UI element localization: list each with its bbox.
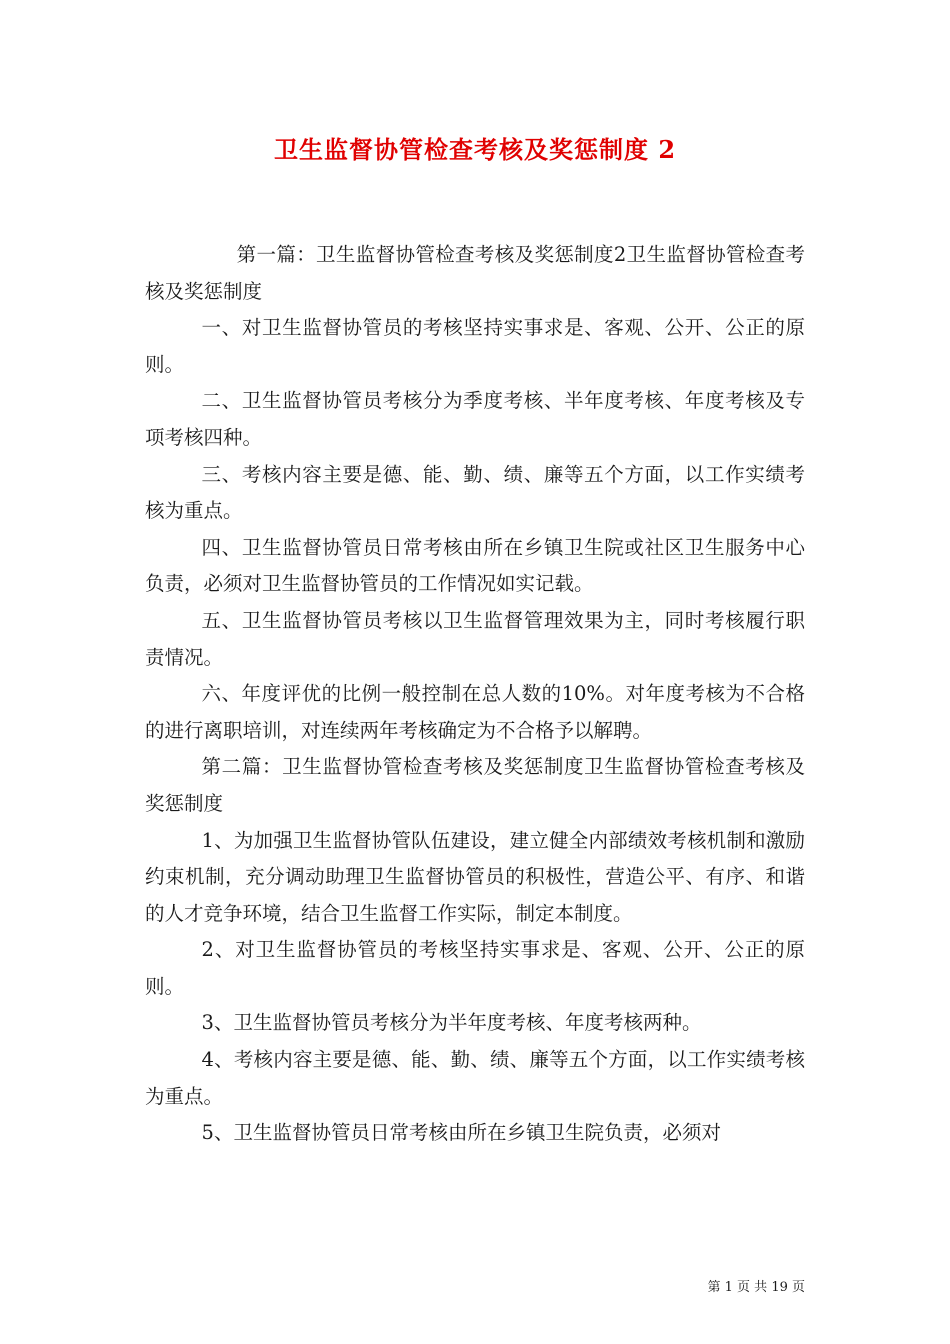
page-number: 第 1 页 共 19 页 [707, 1280, 805, 1295]
paragraph: 5、卫生监督协管员日常考核由所在乡镇卫生院负责，必须对 [201, 1121, 721, 1145]
paragraph: 2、对卫生监督协管员的考核坚持实事求是、客观、公开、公正的原则。 [145, 938, 805, 998]
paragraph: 三、考核内容主要是德、能、勤、绩、廉等五个方面，以工作实绩考核为重点。 [145, 462, 805, 523]
paragraph: 第二篇：卫生监督协管检查考核及奖惩制度卫生监督协管检查考核及奖惩制度 [145, 755, 805, 815]
paragraph: 二、卫生监督协管员考核分为季度考核、半年度考核、年度考核及专项考核四种。 [145, 389, 805, 449]
paragraph: 1、为加强卫生监督协管队伍建设，建立健全内部绩效考核机制和激励约束机制，充分调动助理卫生监督协管员的积极性，营造公平、有序、和谐的人才竞争环境，结合卫生监督工作实际，制定本制度。 [145, 828, 805, 925]
paragraph: 4、考核内容主要是德、能、勤、绩、廉等五个方面，以工作实绩考核为重点。 [145, 1048, 805, 1108]
paragraph: 四、卫生监督协管员日常考核由所在乡镇卫生院或社区卫生服务中心负责，必须对卫生监督协管员的工作情况如实记载。 [145, 535, 805, 596]
document-body [145, 237, 805, 1152]
paragraph: 一、对卫生监督协管员的考核坚持实事求是、客观、公开、公正的原则。 [145, 316, 805, 376]
document-title: 卫生监督协管检查考核及奖惩制度 2 [273, 135, 677, 164]
paragraph: 六、年度评优的比例一般控制在总人数的10%。对年度考核为不合格的进行离职培训，对连续两年考核确定为不合格予以解聘。 [145, 682, 805, 742]
paragraph: 第一篇：卫生监督协管检查考核及奖惩制度2卫生监督协管检查考核及奖惩制度 [145, 243, 805, 303]
paragraph: 3、卫生监督协管员考核分为半年度考核、年度考核两种。 [201, 1011, 702, 1035]
paragraph: 五、卫生监督协管员考核以卫生监督管理效果为主，同时考核履行职责情况。 [145, 608, 805, 669]
